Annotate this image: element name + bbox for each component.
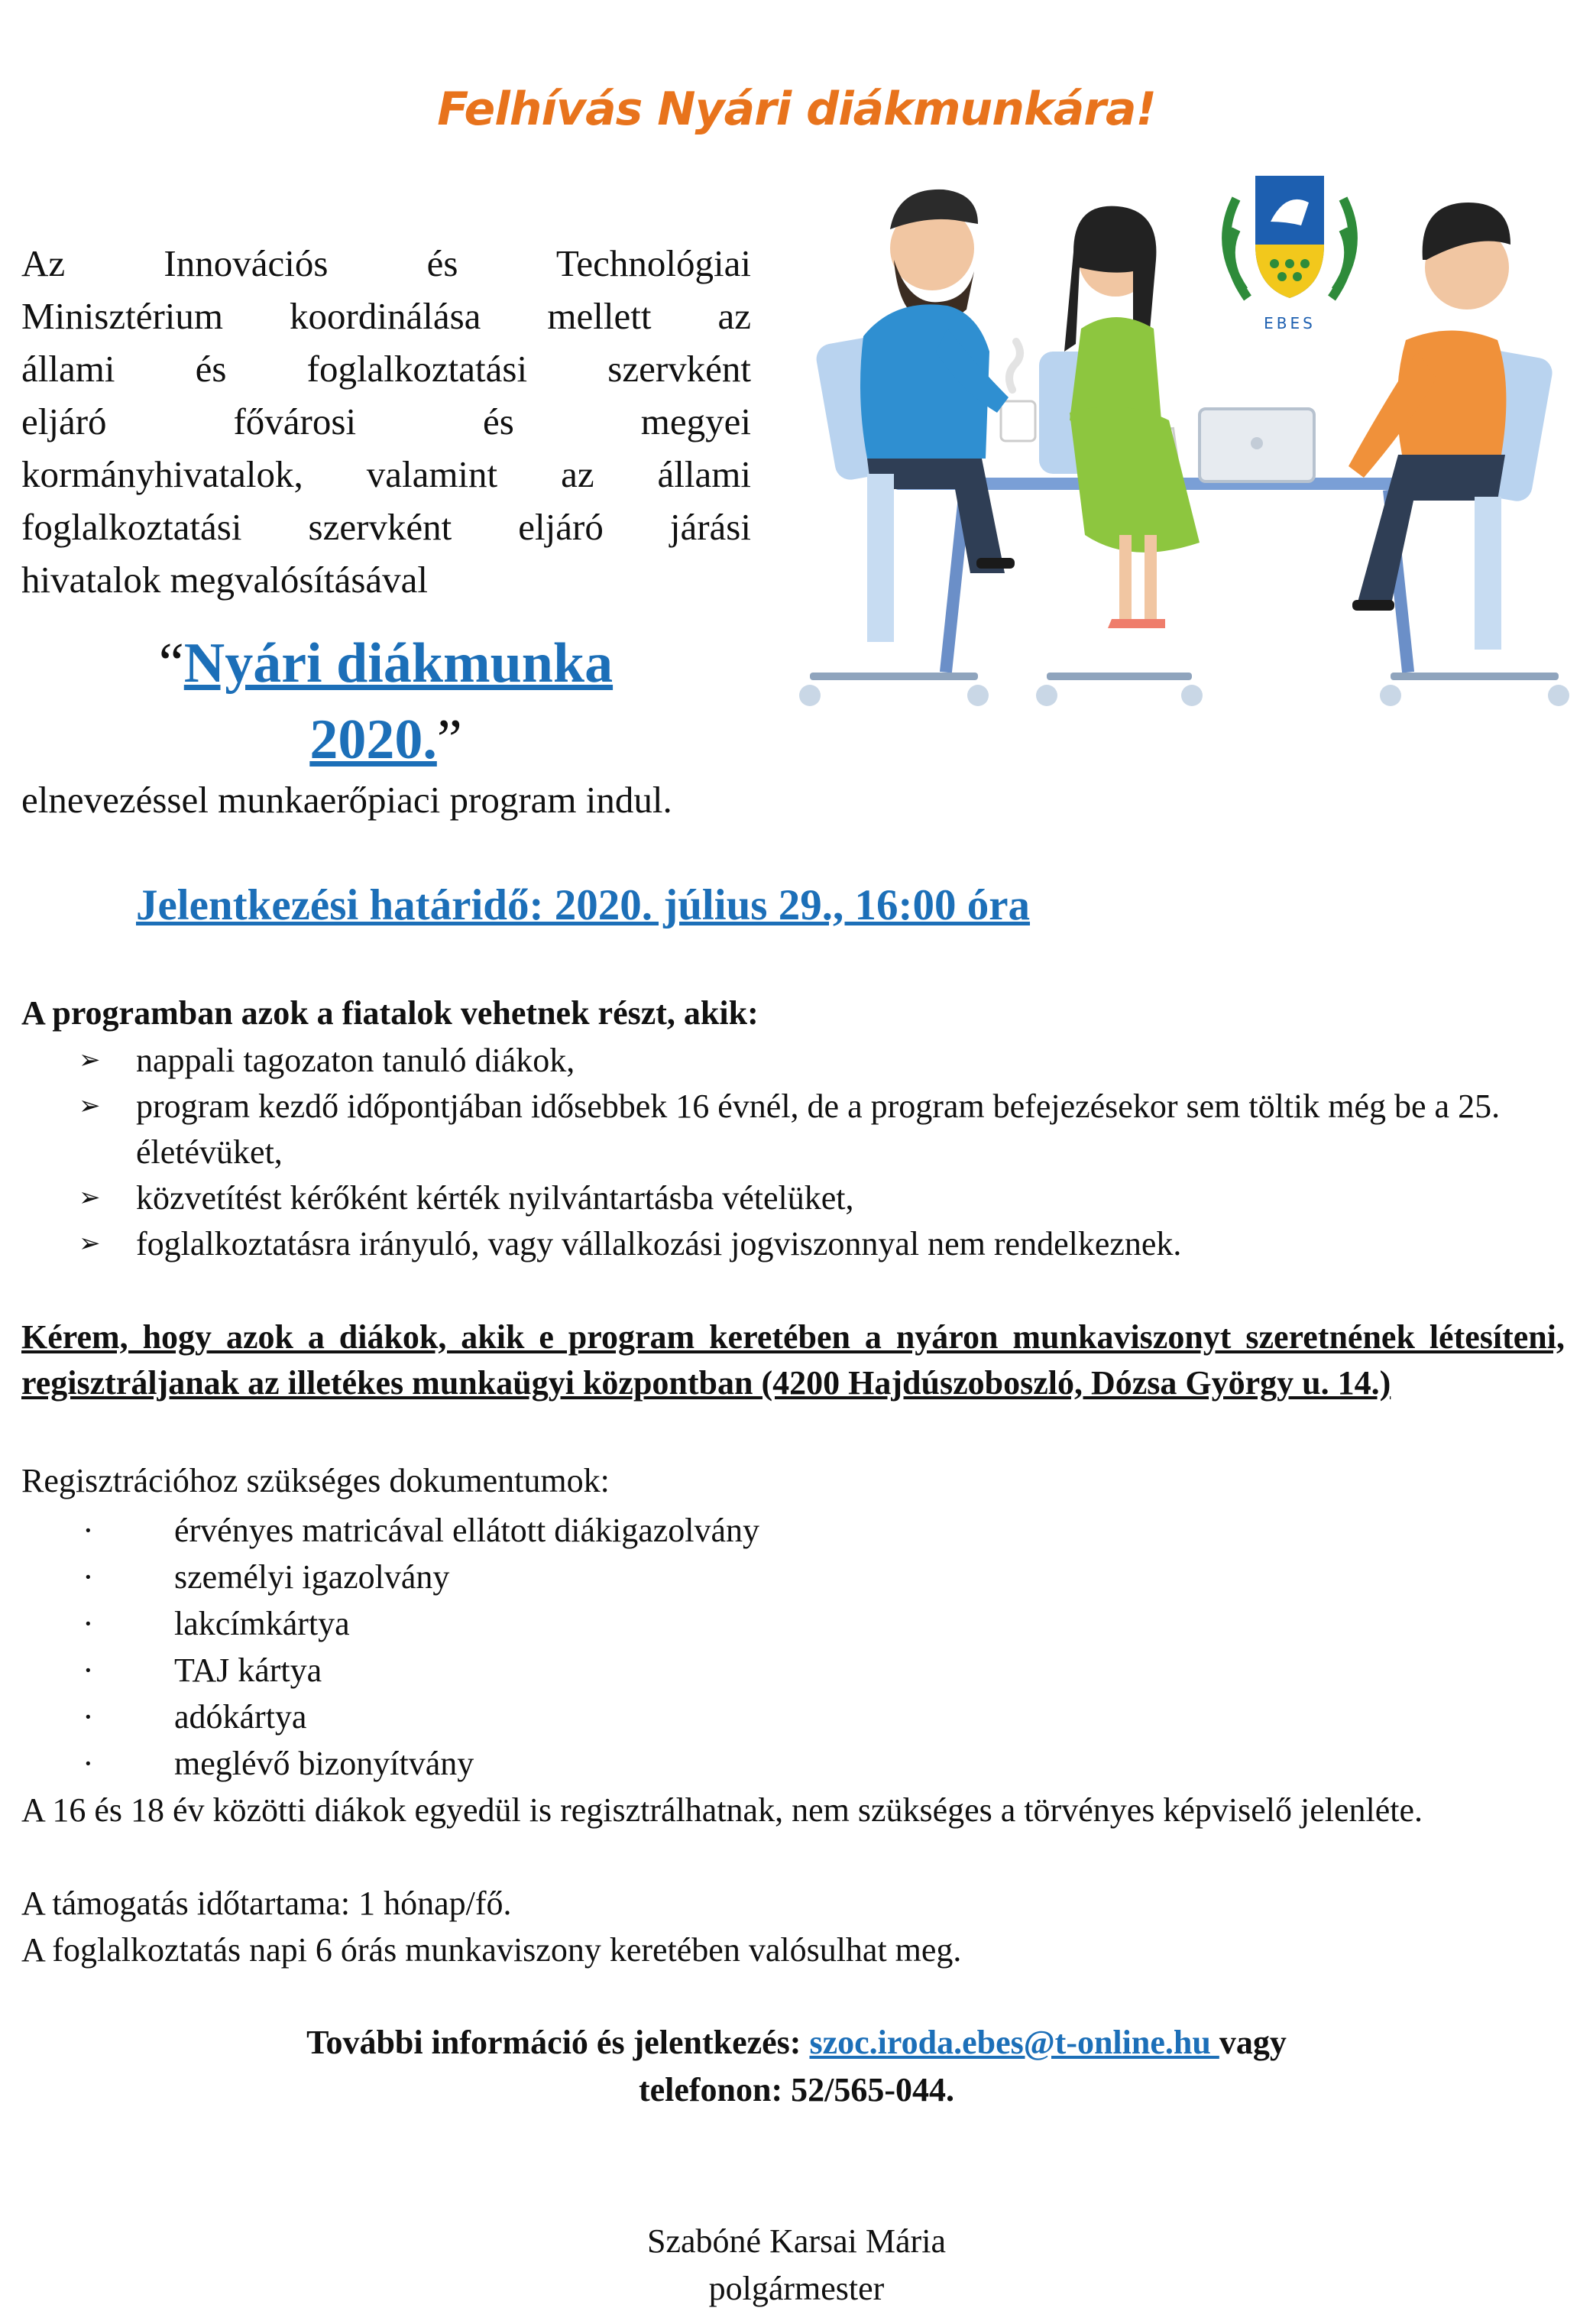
- list-item: ➢ nappali tagozaton tanuló diákok,: [21, 1038, 1565, 1084]
- arrow-bullet-icon: ➢: [79, 1092, 101, 1120]
- intro-line: állami és foglalkoztatási szervként: [21, 348, 751, 390]
- contact-prefix: További információ és jelentkezés:: [306, 2024, 810, 2061]
- program-launch-text: elnevezéssel munkaerőpiaci program indul.: [21, 779, 672, 821]
- intro-line: eljáró fővárosi és megyei: [21, 400, 751, 442]
- intro-line: Az Innovációs és Technológiai: [21, 242, 751, 284]
- documents-heading: Regisztrációhoz szükséges dokumentumok:: [21, 1462, 610, 1499]
- requirements-heading: A programban azok a fiatalok vehetnek részt, akik:: [21, 994, 759, 1032]
- phone-line: telefonon: 52/565-044.: [638, 2071, 955, 2108]
- dot-bullet-icon: ·: [83, 1651, 94, 1689]
- intro-line: Minisztérium koordinálása mellett az: [21, 295, 751, 337]
- close-quote: ”: [436, 708, 462, 771]
- list-item: ➢ program kezdő időpontjában idősebbek 16 évnél, de a program befejezésekor sem töltik még be a 25. életévüket,: [21, 1084, 1565, 1175]
- dot-bullet-icon: ·: [83, 1605, 94, 1642]
- program-name-line1: Nyári diákmunka: [183, 632, 614, 695]
- intro-line: kormányhivatalok, valamint az állami: [21, 453, 751, 495]
- age-note: A 16 és 18 év közötti diákok egyedül is regisztrálhatnak, nem szükséges a törvényes képviselő jelenléte.: [21, 1791, 1423, 1829]
- list-item: · érvényes matricával ellátott diákigazolvány: [21, 1507, 759, 1554]
- program-name-line2: 2020.: [309, 708, 437, 771]
- list-item: ➢ foglalkoztatásra irányuló, vagy vállalkozási jogviszonnyal nem rendelkeznek.: [21, 1221, 1565, 1267]
- intro-paragraph: [21, 237, 751, 606]
- signer-name: Szabóné Karsai Mária: [647, 2222, 946, 2260]
- list-item: · adókártya: [21, 1694, 759, 1740]
- arrow-bullet-icon: ➢: [79, 1230, 101, 1258]
- dot-bullet-icon: ·: [83, 1512, 94, 1549]
- intro-line: foglalkoztatási szervként eljáró járási: [21, 506, 751, 548]
- dot-bullet-icon: ·: [83, 1698, 94, 1736]
- intro-line: hivatalok megvalósításával: [21, 559, 429, 601]
- application-deadline: Jelentkezési határidő: 2020. július 29., 16:00 óra: [136, 881, 1031, 929]
- dot-bullet-icon: ·: [83, 1745, 94, 1782]
- list-item: · személyi igazolvány: [21, 1554, 759, 1600]
- arrow-bullet-icon: ➢: [79, 1046, 101, 1074]
- list-item: · lakcímkártya: [21, 1600, 759, 1647]
- email-link[interactable]: szoc.iroda.ebes@t-online.hu: [809, 2024, 1219, 2061]
- requirements-list: [21, 1038, 1565, 1267]
- open-quote: “: [158, 632, 184, 695]
- dot-bullet-icon: ·: [83, 1558, 94, 1596]
- logo-text: EBES: [1264, 314, 1316, 332]
- page-title: Felhívás Nyári diákmunkára!: [437, 83, 1156, 136]
- support-duration: A támogatás időtartama: 1 hónap/fő.: [21, 1885, 512, 1922]
- working-hours: A foglalkoztatás napi 6 órás munkaviszony keretében valósulhat meg.: [21, 1931, 962, 1969]
- list-item: · meglévő bizonyítvány: [21, 1740, 759, 1787]
- registration-notice: Kérem, hogy azok a diákok, akik e program keretében a nyáron munkaviszonyt szeretnének létesíteni, regisztráljanak az illetékes munkaügyi központban (4200 Hajdúszoboszló, Dózsa György u. 14.): [21, 1318, 1565, 1402]
- contact-block: [0, 2019, 1593, 2114]
- arrow-bullet-icon: ➢: [79, 1184, 101, 1212]
- list-item: · TAJ kártya: [21, 1647, 759, 1694]
- documents-list: [21, 1507, 759, 1787]
- signer-role: polgármester: [708, 2270, 885, 2307]
- list-item: ➢ közvetítést kérőként kérték nyilvántartásba vételüket,: [21, 1175, 1565, 1221]
- program-name: [92, 625, 680, 778]
- ebes-coat-of-arms: [1213, 168, 1366, 352]
- contact-suffix: vagy: [1219, 2024, 1287, 2061]
- meeting-illustration: [795, 176, 1574, 726]
- signature-block: [0, 2218, 1593, 2313]
